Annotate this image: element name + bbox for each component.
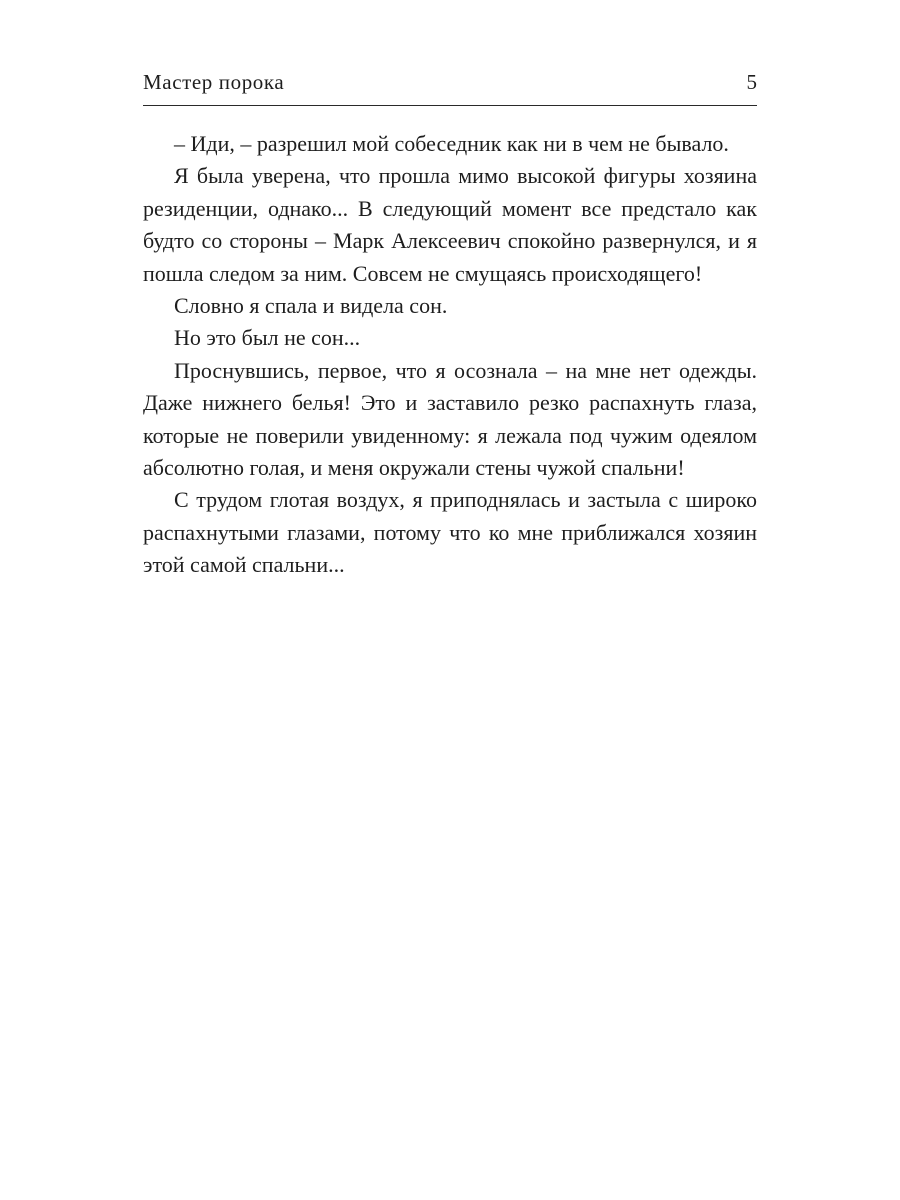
paragraph: Словно я спала и видела сон. [174,293,448,319]
paragraph: С трудом глотая воздух, я приподнялась и застыла с широко распахнутыми глазами, потому что ко мне приближался хозяин этой самой спальни... [143,487,757,578]
page-header [143,66,757,102]
header-rule [143,105,757,106]
paragraph: – Иди, – разрешил мой собеседник как ни в чем не бывало. [174,131,729,156]
paragraph: Я была уверена, что прошла мимо высокой фигуры хозяина резиденции, однако... В следующий момент все предстало как будто со стороны – Марк Алексеевич спокойно развернулся, и я пошла следом за ним. Совсем не смущаясь происходящего! [143,163,757,286]
paragraph: Но это был не сон... [174,325,361,351]
page-number: 5 [746,70,757,94]
running-title: Мастер порока [143,70,285,94]
body-text [143,128,757,582]
paragraph: Проснувшись, первое, что я осознала – на мне нет одежды. Даже нижнего белья! Это и заставило резко распахнуть глаза, которые не поверили увиденному: я лежала под чужим одеялом абсолютно голая, и меня окружали стены чужой спальни! [143,357,757,481]
